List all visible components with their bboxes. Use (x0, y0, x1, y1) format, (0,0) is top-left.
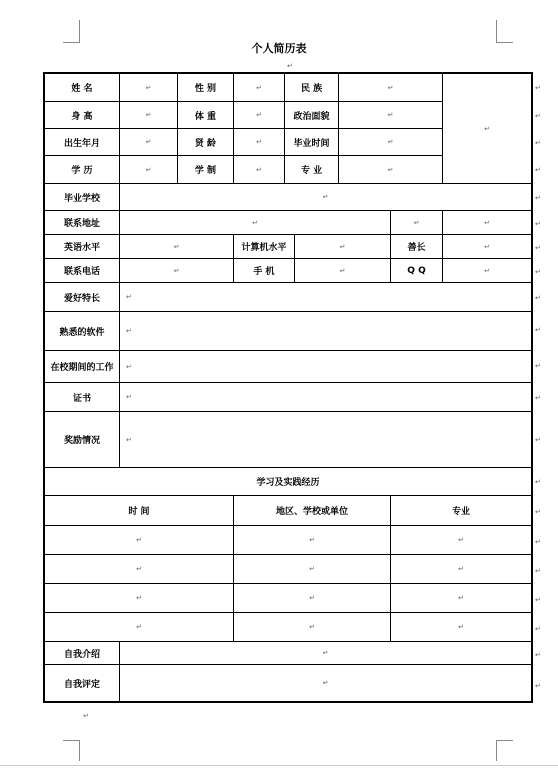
label-mobile: 手 机 (234, 259, 295, 283)
age-field[interactable]: ↵ (234, 129, 285, 156)
label-ethnicity: 民 族 (285, 74, 339, 102)
weight-field[interactable]: ↵ (234, 102, 285, 129)
exp-major-field[interactable]: ↵ (391, 613, 532, 642)
exp-time-field[interactable]: ↵ (45, 613, 234, 642)
paragraph-mark: ↵ (535, 682, 541, 690)
label-name: 姓 名 (45, 74, 120, 102)
ethnicity-field[interactable]: ↵ (339, 74, 443, 102)
gender-field[interactable]: ↵ (234, 74, 285, 102)
awards-field[interactable]: ↵ (120, 412, 532, 468)
name-field[interactable]: ↵ (120, 74, 178, 102)
paragraph-mark: ↵ (535, 508, 541, 516)
paragraph-mark: ↵ (535, 166, 541, 174)
label-qq: Q Q (391, 259, 443, 283)
page-bottom-rule (0, 765, 558, 766)
self-eval-field[interactable]: ↵ (120, 665, 532, 702)
label-address: 联系地址 (45, 211, 120, 235)
hobbies-field[interactable]: ↵ (120, 283, 532, 312)
height-field[interactable]: ↵ (120, 102, 178, 129)
label-grad-time: 毕业时间 (285, 129, 339, 156)
paragraph-mark: ↵ (535, 326, 541, 334)
birth-field[interactable]: ↵ (120, 129, 178, 156)
paragraph-mark: ↵ (535, 567, 541, 575)
paragraph-mark: ↵ (535, 220, 541, 228)
paragraph-mark: ↵ (535, 139, 541, 147)
label-english: 英语水平 (45, 235, 120, 259)
exp-header-time: 时 间 (45, 496, 234, 526)
grad-time-field[interactable]: ↵ (339, 129, 443, 156)
label-awards: 奖励情况 (45, 412, 120, 468)
label-phone: 联系电话 (45, 259, 120, 283)
paragraph-mark: ↵ (535, 194, 541, 202)
political-field[interactable]: ↵ (339, 102, 443, 129)
label-self-intro: 自我介绍 (45, 642, 120, 665)
exp-place-field[interactable]: ↵ (234, 526, 391, 555)
paragraph-mark: ↵ (535, 478, 541, 486)
paragraph-mark: ↵ (535, 436, 541, 444)
software-field[interactable]: ↵ (120, 312, 532, 351)
label-political: 政治面貌 (285, 102, 339, 129)
school-system-field[interactable]: ↵ (234, 156, 285, 184)
exp-major-field[interactable]: ↵ (391, 526, 532, 555)
phone-field[interactable]: ↵ (120, 259, 234, 283)
experience-section-title: 学习及实践经历 (45, 468, 532, 496)
school-work-field[interactable]: ↵ (120, 351, 532, 383)
computer-field[interactable]: ↵ (295, 235, 391, 259)
label-school-work: 在校期间的工作 (45, 351, 120, 383)
resume-table (44, 73, 532, 702)
exp-place-field[interactable]: ↵ (234, 584, 391, 613)
crop-mark-bottom-left (63, 740, 80, 761)
label-grad-school: 毕业学校 (45, 184, 120, 211)
paragraph-mark: ↵ (535, 84, 541, 92)
exp-time-field[interactable]: ↵ (45, 584, 234, 613)
address-field[interactable]: ↵ (120, 211, 391, 235)
label-height: 身 高 (45, 102, 120, 129)
exp-time-field[interactable]: ↵ (45, 555, 234, 584)
paragraph-mark: ↵ (83, 712, 89, 720)
paragraph-mark: ↵ (535, 268, 541, 276)
label-major: 专 业 (285, 156, 339, 184)
paragraph-mark: ↵ (287, 62, 293, 70)
photo-field[interactable]: ↵ (443, 74, 532, 184)
grad-school-field[interactable]: ↵ (120, 184, 532, 211)
education-field[interactable]: ↵ (120, 156, 178, 184)
address-extra-field-2[interactable]: ↵ (443, 211, 532, 235)
label-age: 贤 龄 (178, 129, 234, 156)
label-certificates: 证书 (45, 383, 120, 412)
paragraph-mark: ↵ (535, 362, 541, 370)
paragraph-mark: ↵ (535, 538, 541, 546)
exp-major-field[interactable]: ↵ (391, 555, 532, 584)
label-hobbies: 爱好特长 (45, 283, 120, 312)
label-self-eval: 自我评定 (45, 665, 120, 702)
major-field[interactable]: ↵ (339, 156, 443, 184)
paragraph-mark: ↵ (535, 394, 541, 402)
specialty-field[interactable]: ↵ (443, 235, 532, 259)
crop-mark-bottom-right (496, 740, 513, 761)
address-extra-field[interactable]: ↵ (391, 211, 443, 235)
certificates-field[interactable]: ↵ (120, 383, 532, 412)
paragraph-mark: ↵ (535, 294, 541, 302)
mobile-field[interactable]: ↵ (295, 259, 391, 283)
qq-field[interactable]: ↵ (443, 259, 532, 283)
exp-major-field[interactable]: ↵ (391, 584, 532, 613)
label-school-system: 学 制 (178, 156, 234, 184)
label-gender: 性 别 (178, 74, 234, 102)
exp-header-major: 专业 (391, 496, 532, 526)
document-title: 个人简历表 (251, 42, 307, 55)
label-birth: 出生年月 (45, 129, 120, 156)
exp-place-field[interactable]: ↵ (234, 613, 391, 642)
exp-header-place: 地区、学校或单位 (234, 496, 391, 526)
paragraph-mark: ↵ (535, 651, 541, 659)
label-computer: 计算机水平 (234, 235, 295, 259)
self-intro-field[interactable]: ↵ (120, 642, 532, 665)
paragraph-mark: ↵ (535, 112, 541, 120)
label-software: 熟悉的软件 (45, 312, 120, 351)
paragraph-mark: ↵ (535, 596, 541, 604)
label-weight: 体 重 (178, 102, 234, 129)
label-specialty: 善长 (391, 235, 443, 259)
exp-time-field[interactable]: ↵ (45, 526, 234, 555)
paragraph-mark: ↵ (535, 625, 541, 633)
exp-place-field[interactable]: ↵ (234, 555, 391, 584)
english-field[interactable]: ↵ (120, 235, 234, 259)
paragraph-mark: ↵ (535, 244, 541, 252)
label-education: 学 历 (45, 156, 120, 184)
